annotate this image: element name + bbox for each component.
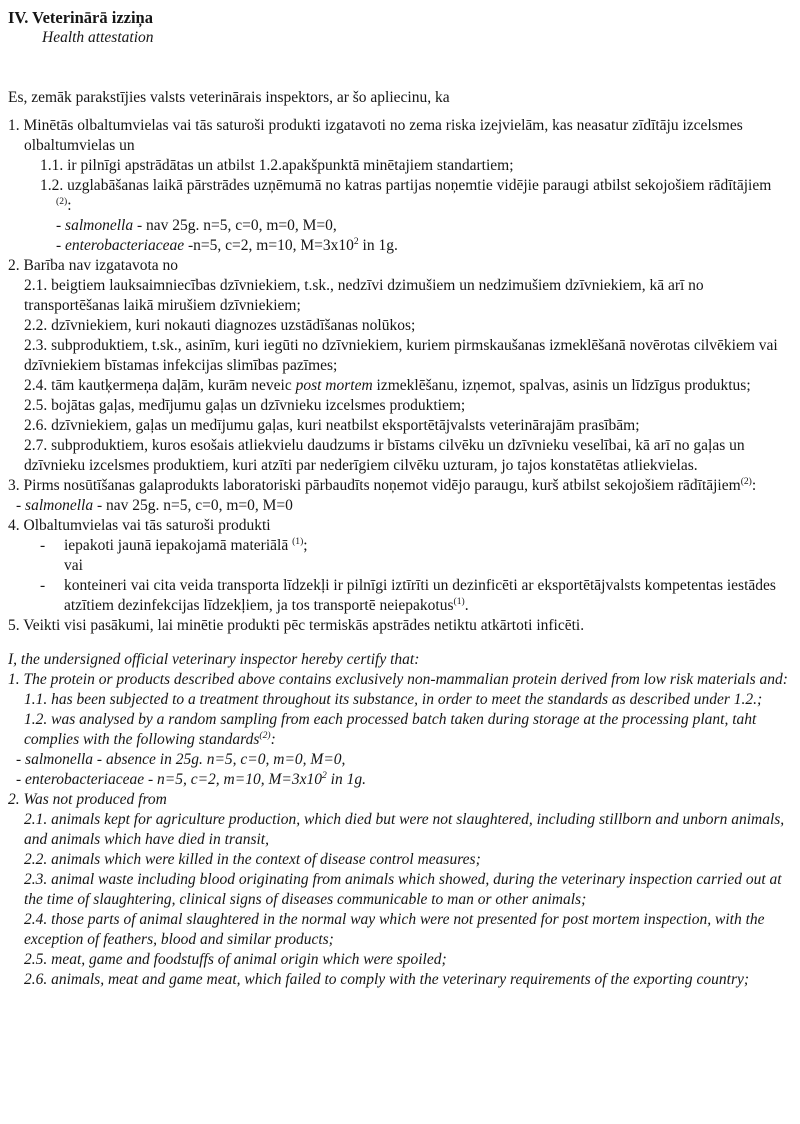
lv-item-2-7: 2.7. subproduktiem, kuros esošais atliekvielu daudzums ir bīstams cilvēku un dzīvnieku veselībai, kā arī no gaļas un dzīvnieku izcelsmes produktiem, kuri atzīti par nederīgiem cilvēku uzturam, jo tajos konstatētas atliekvielas. [24, 437, 745, 474]
en-item-2-6: 2.6. animals, meat and game meat, which failed to comply with the veterinary requirements of the exporting country; [24, 971, 750, 988]
certificate-body [8, 8, 788, 990]
text-segment: : [270, 731, 276, 748]
dash-bullet: - [40, 537, 46, 554]
footnote-ref: (1) [453, 595, 465, 607]
text-segment: in 1g. [358, 237, 398, 254]
species-term: salmonella [25, 497, 94, 514]
text-segment: : [67, 197, 72, 214]
text-segment: iepakoti jaunā iepakojamā materiālā [64, 537, 293, 554]
spacer [8, 108, 788, 116]
en-item-2-1: 2.1. animals kept for agriculture production, which died but were not slaughtered, including stillborn and unborn animals, and animals which have died in transit, [24, 811, 785, 848]
dash-bullet: - [40, 577, 46, 594]
text-segment: in 1g. [326, 771, 366, 788]
latin-term: post mortem [295, 377, 373, 394]
lv-item-3 [8, 476, 788, 496]
lv-item-4-packaging [8, 536, 788, 556]
en-enterobacteriaceae-standard [8, 770, 788, 790]
text-segment: : [751, 477, 757, 494]
en-item-1-2 [8, 710, 788, 750]
page-title: IV. Veterinārā izziņa [8, 8, 153, 27]
lv-item-2-2: 2.2. dzīvniekiem, kuri nokauti diagnozes uzstādīšanas nolūkos; [24, 317, 416, 334]
lv-item-2: 2. Barība nav izgatavota no [8, 257, 179, 274]
text-segment: 3. Pirms nosūtīšanas galaprodukts laboratoriski pārbaudīts noņemot vidējo paraugu, kurš atbilst sekojošiem rādītājiem [8, 477, 741, 494]
lv-item-2-3: 2.3. subproduktiem, t.sk., asinīm, kuri iegūti no dzīvniekiem, kuriem pirmskaušanas izmeklēšanā novērotas cilvēkiem vai dzīvniekiem bīstamas infekcijas slimības pazīmes; [24, 337, 778, 374]
en-item-2-2: 2.2. animals which were killed in the context of disease control measures; [24, 851, 481, 868]
text-segment: - [56, 237, 66, 254]
text-segment: konteineri vai cita veida transporta līdzekļi ir pilnīgi iztīrīti un dezinficēti ar eksportētājvalsts kompetentas iestādes atzītiem dezinfekcijas līdzekļiem, ja tos transportē neiepakotus [64, 577, 776, 614]
en-salmonella-standard: - salmonella - absence in 25g. n=5, c=0, m=0, M=0, [16, 751, 346, 768]
footnote-ref: (2) [740, 475, 752, 487]
text-segment: - [56, 217, 66, 234]
lv-item-2-4 [8, 376, 788, 396]
lv-item-4: 4. Olbaltumvielas vai tās saturoši produkti [8, 517, 271, 534]
exponent: 2 [321, 769, 327, 781]
lv-item-1: 1. Minētās olbaltumvielas vai tās saturoši produkti izgatavoti no zema riska izejvielām, kas neasatur zīdītāju izcelsmes olbaltumvielas un [8, 117, 743, 154]
footnote-ref: (2) [259, 729, 271, 741]
latvian-section [8, 88, 788, 636]
text-segment: -n=5, c=2, m=10, M=3x10 [184, 237, 354, 254]
lv-item-2-5: 2.5. bojātas gaļas, medījumu gaļas un dzīvnieku izcelsmes produktiem; [24, 397, 466, 414]
lv-enterobacteriaceae-standard [8, 236, 788, 256]
species-term: enterobacteriaceae [65, 237, 185, 254]
species-term: salmonella [65, 217, 134, 234]
en-item-2-3: 2.3. animal waste including blood originating from animals which showed, during the veterinary inspection carried out at the time of slaughtering, clinical signs of diseases communicable to man or other animals; [24, 871, 782, 908]
en-item-2: 2. Was not produced from [8, 791, 167, 808]
text-segment: - nav 25g. n=5, c=0, m=0, M=0, [133, 217, 337, 234]
text-segment: 1.2. was analysed by a random sampling from each processed batch taken during storage at the processing plant, taht complies with the following standards [24, 711, 757, 748]
en-item-1-1: 1.1. has been subjected to a treatment throughout its substance, in order to meet the standards as described under 1.2.; [24, 691, 763, 708]
en-item-2-5: 2.5. meat, game and foodstuffs of animal origin which were spoiled; [24, 951, 447, 968]
lv-item-4-or: vai [64, 557, 83, 574]
lv-salmonella-final [8, 496, 788, 516]
en-item-1: 1. The protein or products described above contains exclusively non-mammalian protein derived from low risk materials and: [8, 671, 788, 688]
en-intro: I, the undersigned official veterinary inspector hereby certify that: [8, 651, 420, 668]
spacer [8, 636, 788, 650]
text-segment: - [16, 497, 26, 514]
text-segment: - enterobacteriaceae - n=5, c=2, m=10, M=3x10 [16, 771, 322, 788]
text-segment: - nav 25g. n=5, c=0, m=0, M=0 [93, 497, 293, 514]
lv-item-2-6: 2.6. dzīvniekiem, gaļas un medījumu gaļas, kuri neatbilst eksportētājvalsts veterinārajām prasībām; [24, 417, 640, 434]
lv-item-1-2 [8, 176, 788, 216]
en-item-2-4: 2.4. those parts of animal slaughtered in the normal way which were not presented for post mortem inspection, with the exception of feathers, blood and similar products; [24, 911, 765, 948]
text-segment: ; [303, 537, 308, 554]
lv-item-2-1: 2.1. beigtiem lauksaimniecības dzīvniekiem, t.sk., nedzīvi dzimušiem un nedzimušiem dzīvniekiem, kā arī no transportēšanas laikā mirušiem dzīvniekiem; [24, 277, 704, 314]
lv-salmonella-standard [8, 216, 788, 236]
spacer [8, 48, 788, 88]
text-segment: . [464, 597, 469, 614]
lv-item-4-containers [8, 576, 788, 616]
text-segment: 1.2. uzglabāšanas laikā pārstrādes uzņēmumā no katras partijas noņemtie vidējie paraugi atbilst sekojošiem rādītājiem [40, 177, 772, 194]
lv-item-1-1: 1.1. ir pilnīgi apstrādātas un atbilst 1.2.apakšpunktā minētajiem standartiem; [40, 157, 514, 174]
footnote-ref: (1) [292, 535, 304, 547]
english-section [8, 650, 788, 990]
footnote-ref: (2) [56, 195, 68, 207]
exponent: 2 [353, 235, 359, 247]
text-segment: 2.4. tām kautķermeņa daļām, kurām neveic [24, 377, 296, 394]
lv-intro: Es, zemāk parakstījies valsts veterinārais inspektors, ar šo apliecinu, ka [8, 89, 450, 106]
text-segment: izmeklēšanu, izņemot, spalvas, asinis un līdzīgus produktus; [372, 377, 751, 394]
lv-item-5: 5. Veikti visi pasākumi, lai minētie produkti pēc termiskās apstrādes netiktu atkārtoti inficēti. [8, 617, 585, 634]
page-subtitle: Health attestation [42, 29, 154, 46]
